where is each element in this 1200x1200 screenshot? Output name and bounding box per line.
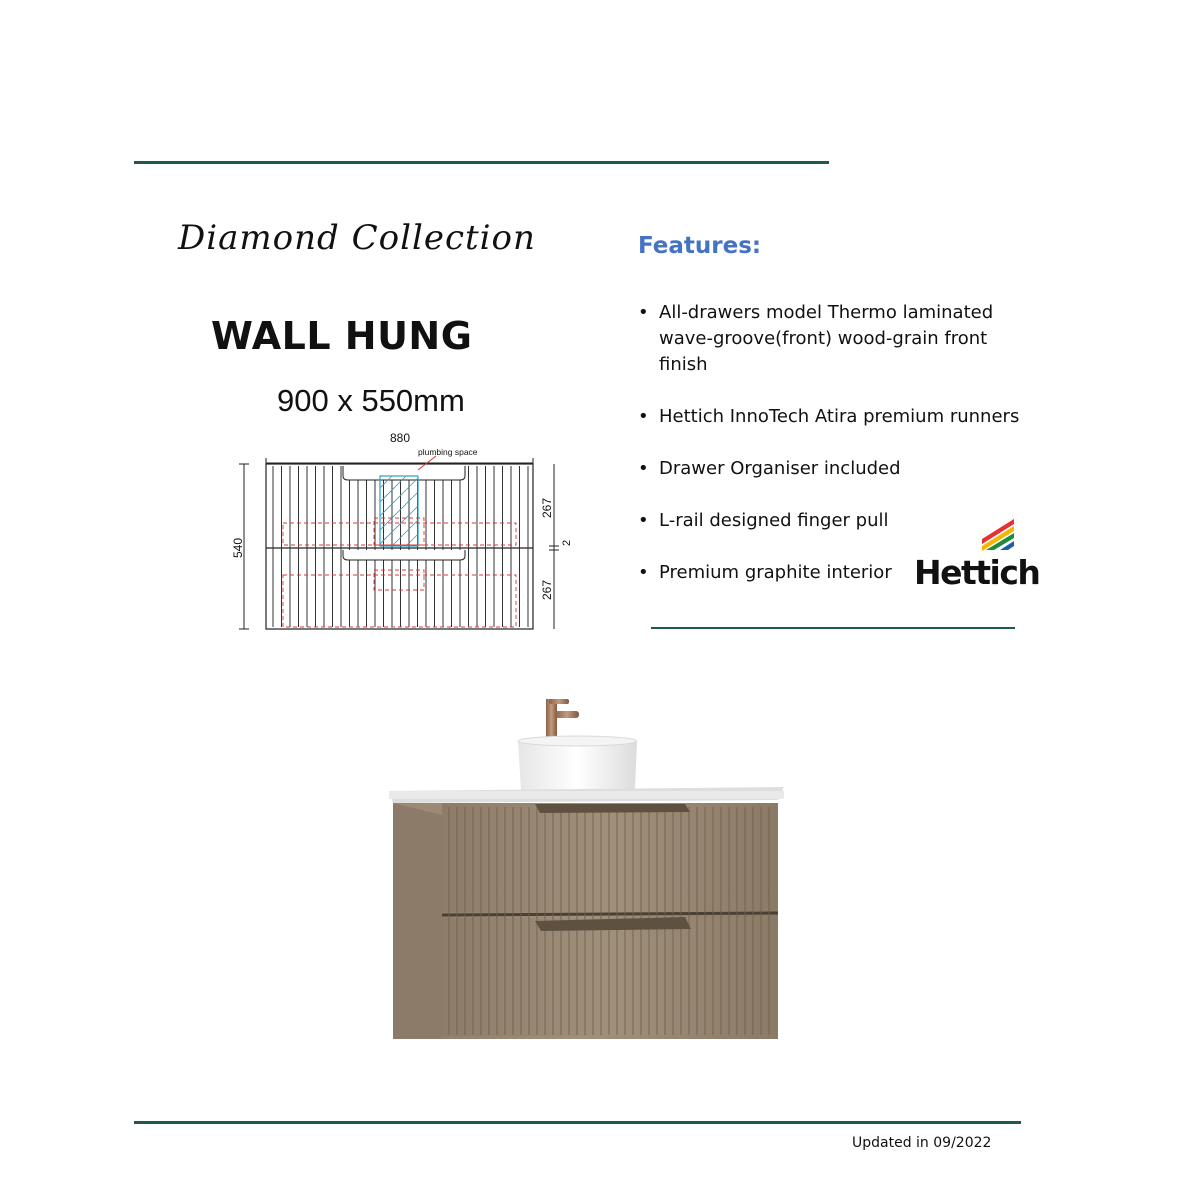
lower-drawer-height-label: 267 bbox=[540, 579, 554, 600]
lower-drawer-front bbox=[442, 918, 778, 1036]
feature-item: • Drawer Organiser included bbox=[638, 456, 901, 482]
brand-signature: Diamond Collection bbox=[178, 218, 536, 258]
hettich-logo bbox=[914, 517, 1040, 593]
features-divider bbox=[651, 627, 1015, 629]
upper-drawer-height-label: 267 bbox=[540, 497, 554, 518]
lower-drawer-interior bbox=[283, 575, 516, 627]
upper-drawer-front bbox=[442, 803, 778, 912]
upper-drawer-interior bbox=[283, 523, 516, 545]
feature-item: • Premium graphite interior bbox=[638, 560, 892, 586]
technical-drawing bbox=[228, 428, 578, 638]
product-title: WALL HUNG bbox=[211, 314, 473, 358]
feature-item: • All-drawers model Thermo laminated wave-groove(front) wood-grain front finish bbox=[638, 300, 1028, 378]
finger-pull-upper bbox=[535, 804, 690, 813]
gap-label: 2 bbox=[561, 539, 573, 546]
bottom-divider bbox=[134, 1121, 1021, 1124]
feature-item: • L-rail designed finger pull bbox=[638, 508, 889, 534]
feature-item: • Hettich InnoTech Atira premium runners bbox=[638, 404, 1019, 430]
vanity-product-image bbox=[385, 695, 785, 1045]
width-label: 880 bbox=[389, 431, 411, 445]
features-heading: Features: bbox=[638, 233, 762, 259]
hettich-stripes-icon bbox=[914, 517, 1030, 557]
plumbing-label: plumbing space bbox=[418, 447, 478, 457]
top-divider bbox=[134, 161, 829, 164]
updated-date: Updated in 09/2022 bbox=[852, 1135, 992, 1151]
product-size: 900 x 550mm bbox=[277, 383, 465, 418]
height-label: 540 bbox=[231, 537, 245, 558]
hettich-wordmark: Hettich bbox=[914, 553, 1040, 592]
vessel-basin-icon bbox=[518, 741, 637, 795]
